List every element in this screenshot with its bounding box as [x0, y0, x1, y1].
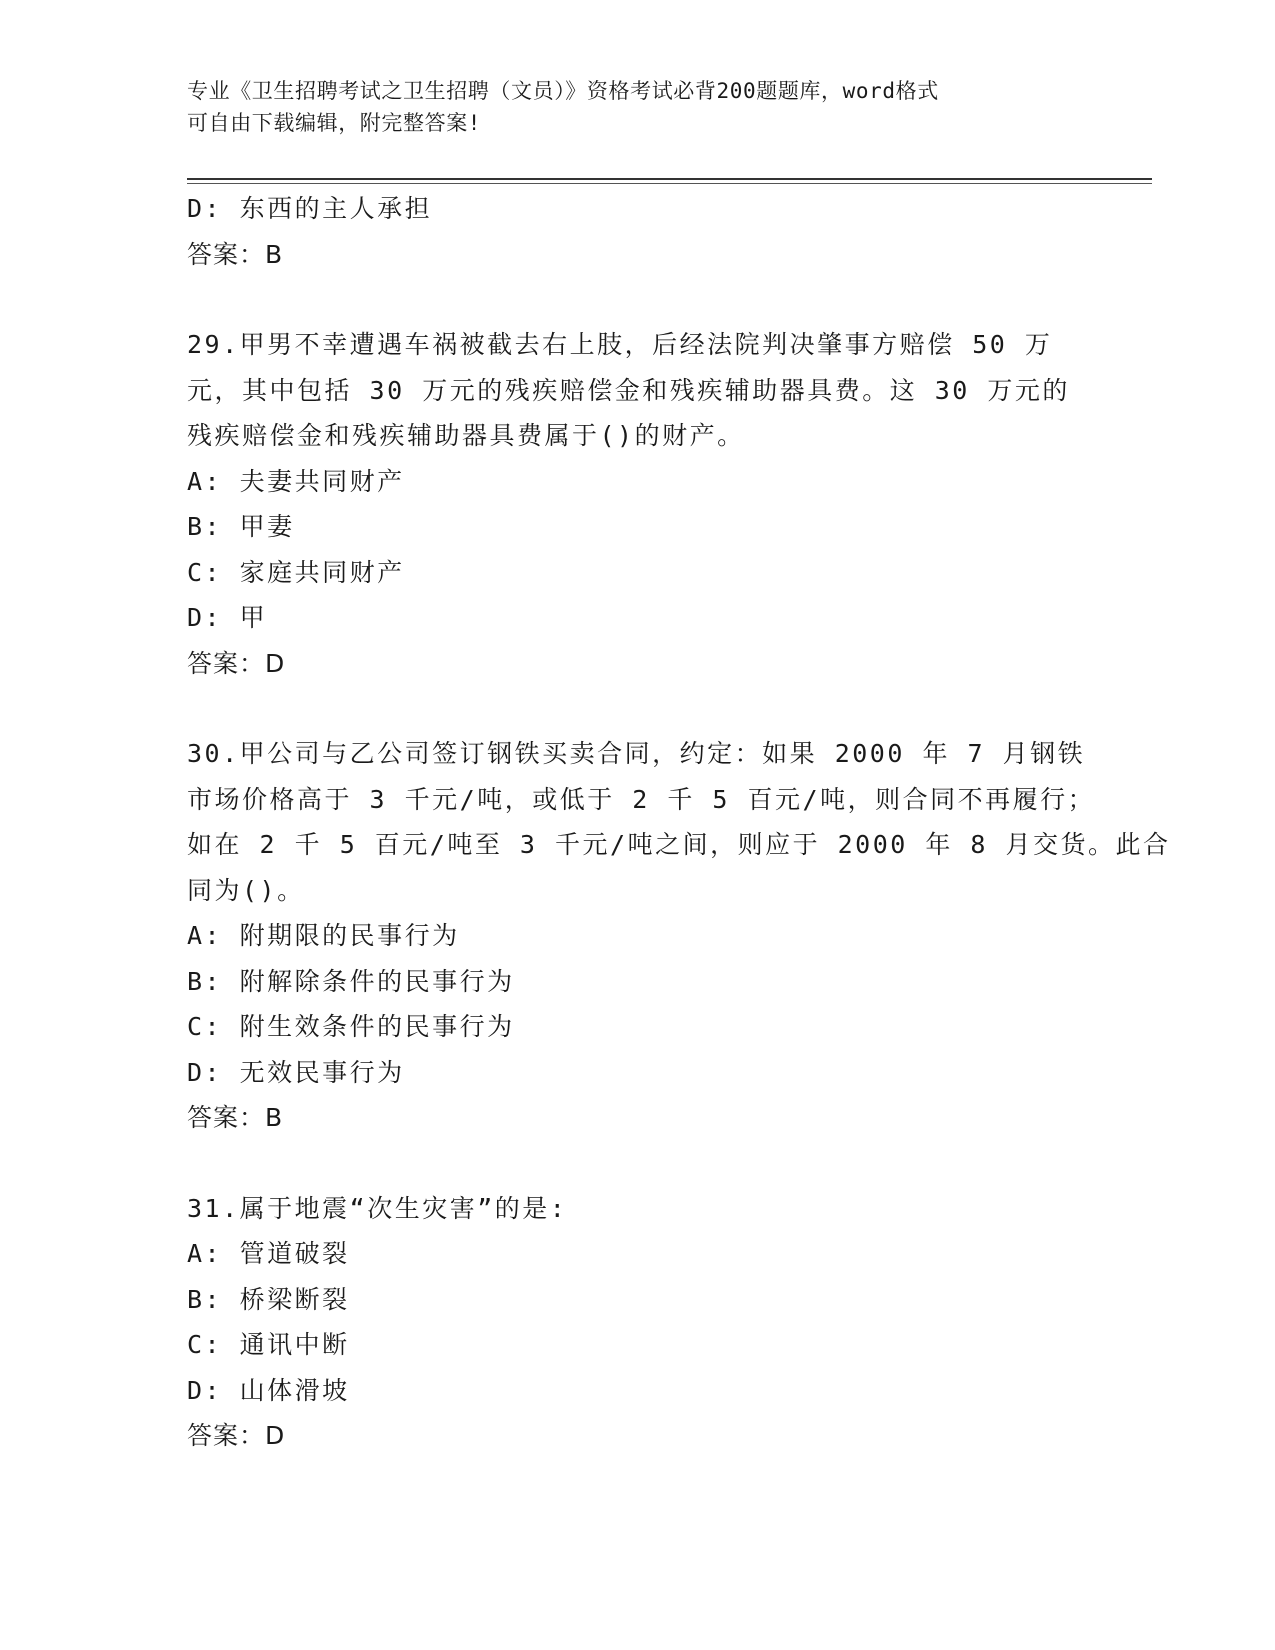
question-content	[187, 186, 1171, 1459]
question-stem-line: 29.甲男不幸遭遇车祸被截去右上肢，后经法院判决肇事方赔偿 50 万	[187, 330, 1053, 359]
header-divider-thin	[187, 183, 1152, 184]
spacer	[187, 1141, 1087, 1186]
option-d: D: 甲	[187, 603, 268, 632]
question-stem-line: 同为()。	[187, 875, 305, 905]
document-header	[187, 75, 1067, 139]
answer: 答案：B	[187, 1103, 284, 1132]
option-c: C: 家庭共同财产	[187, 557, 405, 587]
option-a: A: 管道破裂	[187, 1239, 350, 1268]
question-30	[187, 731, 1171, 1141]
question-stem-line: 元，其中包括 30 万元的残疾赔偿金和残疾辅助器具费。这 30 万元的	[187, 375, 1070, 405]
prev-option-d: D: 东西的主人承担	[187, 194, 433, 223]
option-a: A: 夫妻共同财产	[187, 466, 405, 496]
spacer	[187, 277, 1087, 322]
answer: 答案：D	[187, 648, 286, 678]
option-b: B: 甲妻	[187, 512, 295, 541]
question-29	[187, 322, 1087, 686]
header-line-2: 可自由下载编辑，附完整答案!	[187, 111, 482, 135]
question-31	[187, 1186, 1087, 1459]
question-stem-line: 残疾赔偿金和残疾辅助器具费属于()的财产。	[187, 421, 745, 450]
question-stem-line: 30.甲公司与乙公司签订钢铁买卖合同，约定：如果 2000 年 7 月钢铁	[187, 739, 1086, 768]
question-stem-line: 31.属于地震“次生灾害”的是:	[187, 1193, 568, 1223]
header-divider-thick	[187, 178, 1152, 180]
prev-answer: 答案：B	[187, 239, 284, 269]
option-c: C: 通讯中断	[187, 1330, 350, 1359]
question-stem-line: 市场价格高于 3 千元/吨，或低于 2 千 5 百元/吨，则合同不再履行；	[187, 784, 1096, 814]
option-b: B: 桥梁断裂	[187, 1284, 350, 1314]
spacer	[187, 686, 1087, 731]
option-d: D: 山体滑坡	[187, 1375, 350, 1405]
answer: 答案：D	[187, 1421, 286, 1450]
question-stem-line: 如在 2 千 5 百元/吨至 3 千元/吨之间，则应于 2000 年 8 月交货。此合	[187, 830, 1171, 859]
option-b: B: 附解除条件的民事行为	[187, 966, 515, 996]
option-d: D: 无效民事行为	[187, 1057, 405, 1087]
header-line-1: 专业《卫生招聘考试之卫生招聘（文员）》资格考试必背200题题库，word格式	[187, 79, 939, 103]
option-a: A: 附期限的民事行为	[187, 921, 460, 950]
option-c: C: 附生效条件的民事行为	[187, 1012, 515, 1041]
